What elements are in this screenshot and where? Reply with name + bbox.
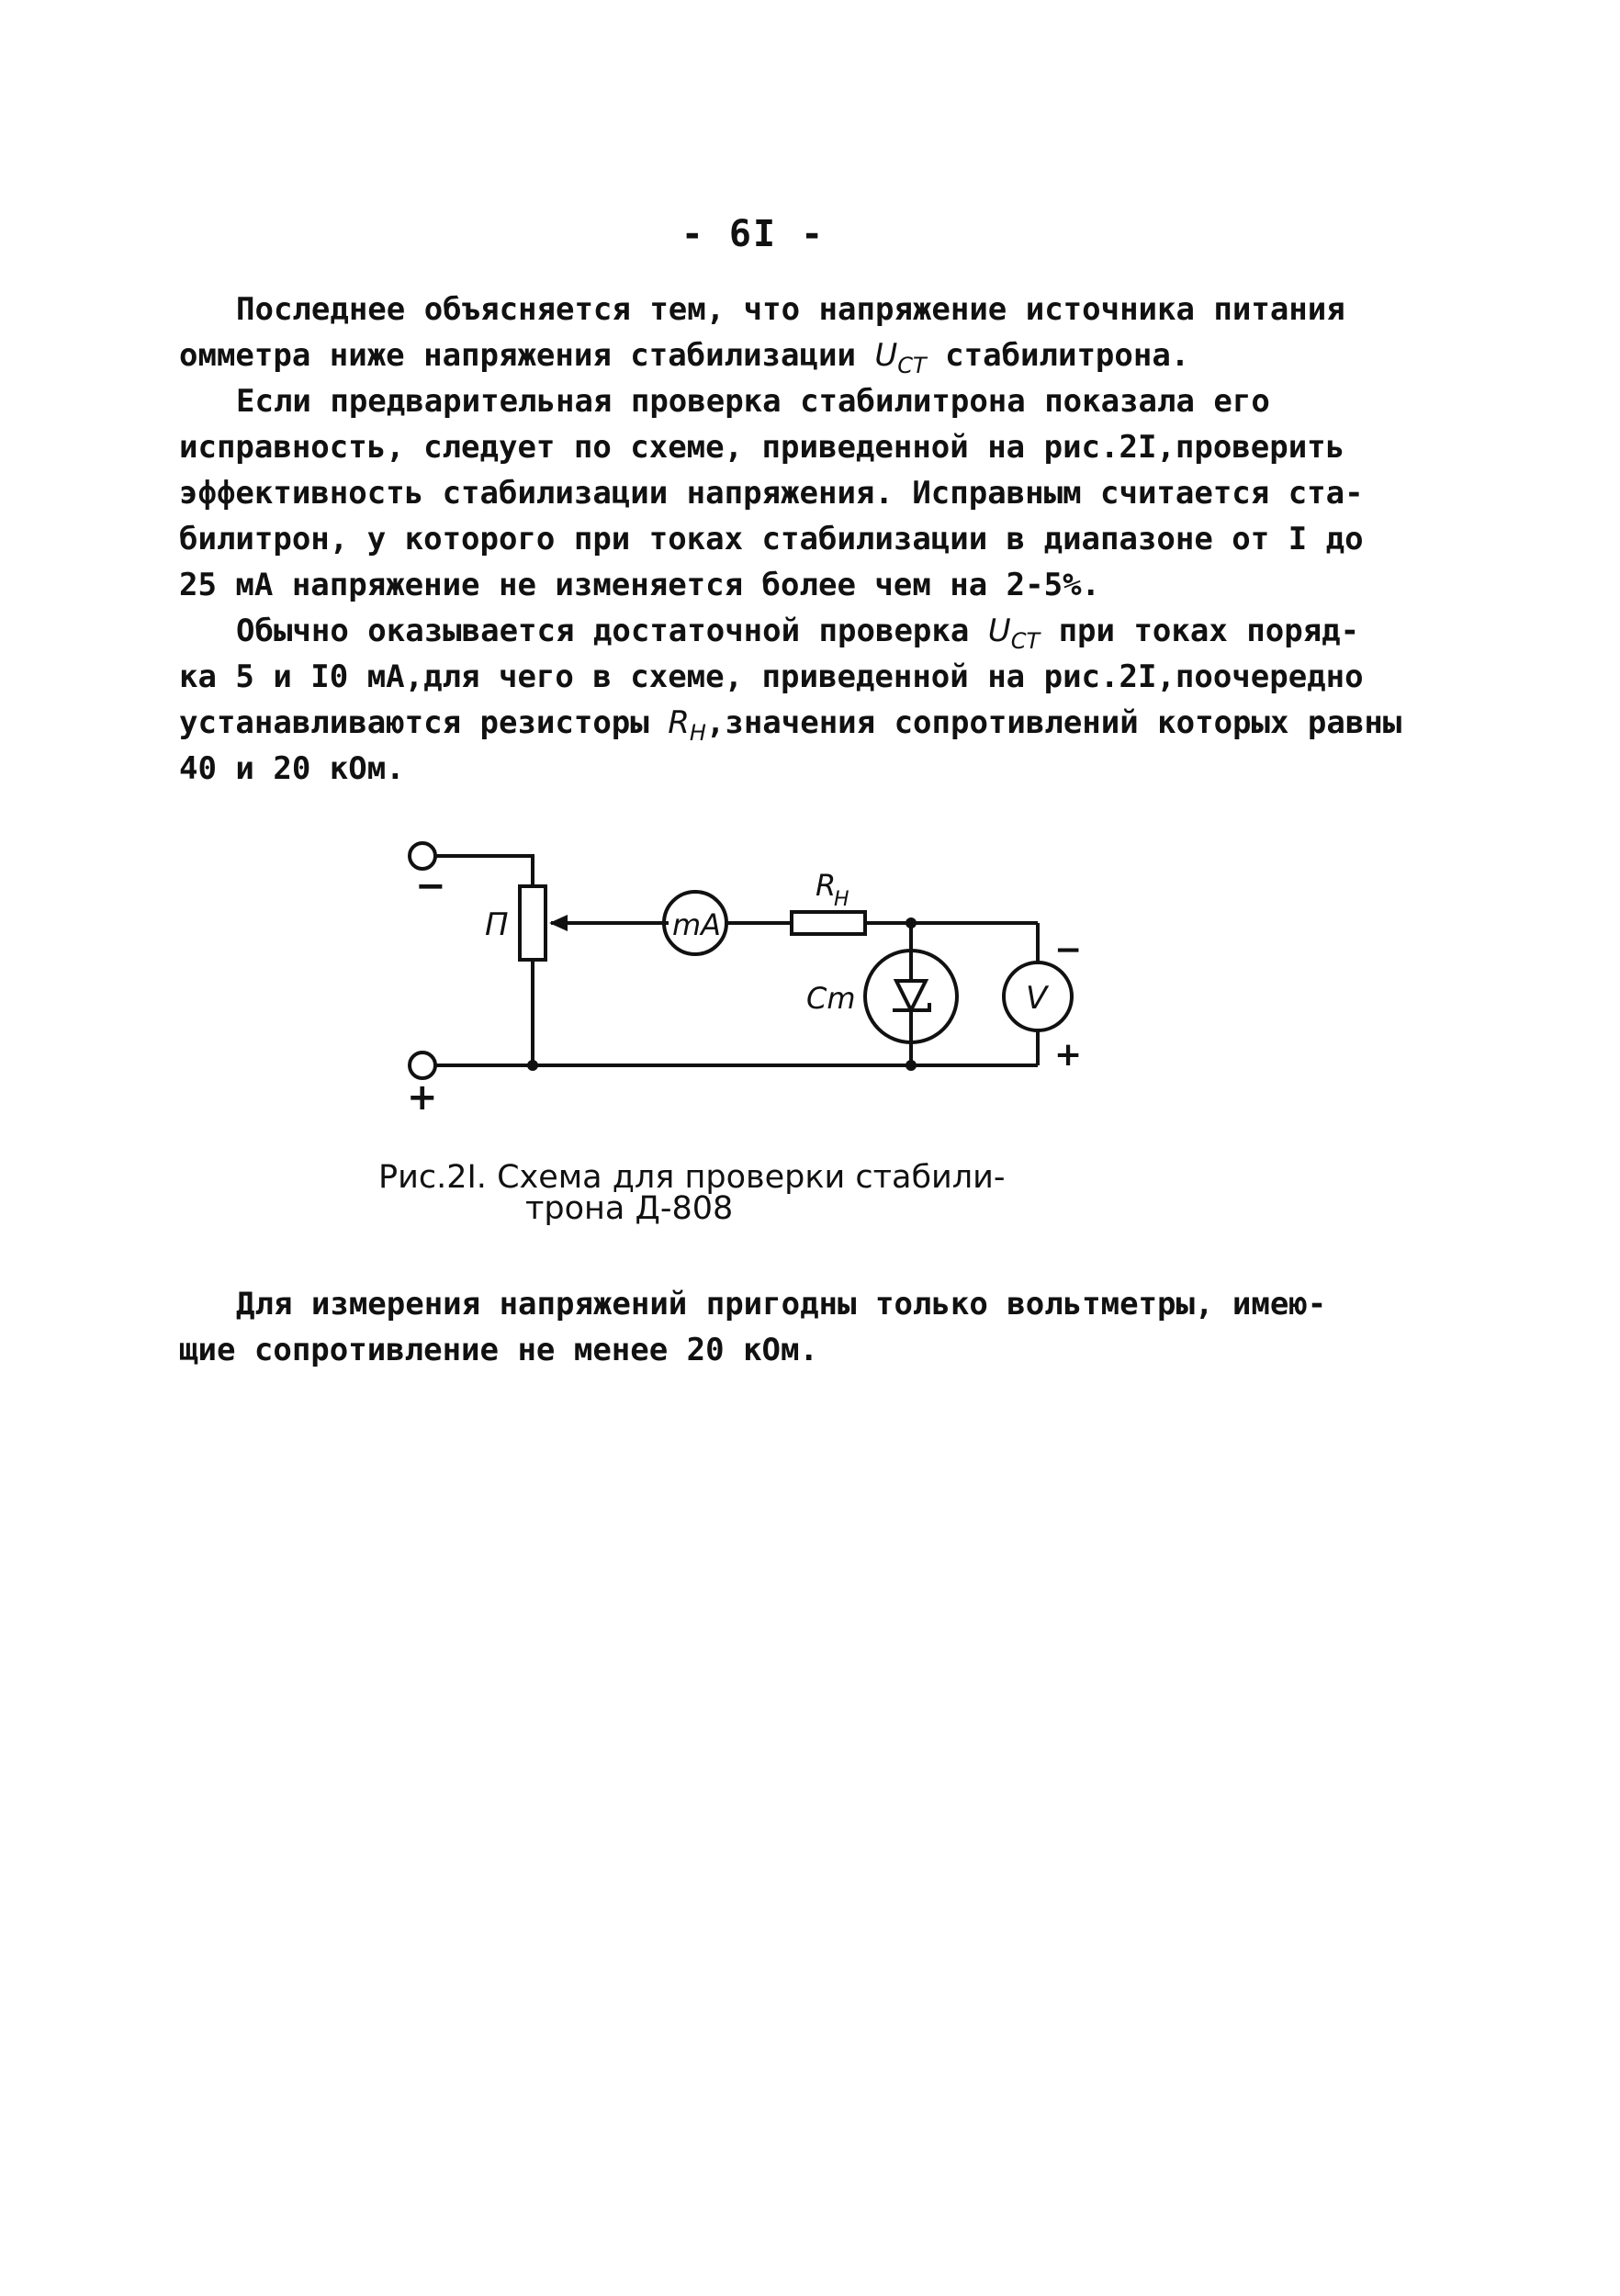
voltmeter-label: V xyxy=(1026,980,1048,1017)
paragraph2-line5: 25 мА напряжение не изменяется более чем на 2-5%. xyxy=(179,567,1101,603)
figure-caption xyxy=(378,1159,1006,1227)
potentiometer-body xyxy=(520,886,546,960)
paragraph3-line4: 40 и 20 кОм. xyxy=(179,750,405,787)
junction-dot-2 xyxy=(906,917,917,929)
junction-dot-1 xyxy=(527,1060,538,1071)
wiper-arrow xyxy=(549,915,568,931)
paragraph1-line2-after: стабилитрона. xyxy=(926,337,1190,374)
paragraph4-line2: щие сопротивление не менее 20 кОм. xyxy=(179,1332,818,1368)
ust-subscript: CT xyxy=(897,353,927,378)
terminal-bottom xyxy=(410,1052,435,1078)
ust-symbol: U xyxy=(874,337,898,374)
paragraph2-line3: эффективность стабилизации напряжения. Исправным считается ста- xyxy=(179,475,1364,512)
caption-line2: трона Д-808 xyxy=(525,1190,734,1227)
voltmeter-plus: + xyxy=(1054,1036,1083,1074)
paragraph3-line3-before: устанавливаются резисторы xyxy=(179,704,669,741)
zener-label: Cm xyxy=(806,981,856,1016)
paragraph3-line1-before: Обычно оказывается достаточной проверка xyxy=(236,613,988,649)
voltmeter-minus: − xyxy=(1054,931,1083,969)
paragraph2-line1: Если предварительная проверка стабилитрона показала его xyxy=(236,383,1270,420)
ust-subscript-2: CT xyxy=(1010,628,1041,654)
junction-dot-3 xyxy=(906,1060,917,1071)
page-number: - 6I - xyxy=(681,213,826,255)
ust-symbol-2: U xyxy=(987,613,1011,649)
paragraph2-line2: исправность, следует по схеме, приведенной на рис.2I,проверить xyxy=(179,429,1345,466)
wire-top xyxy=(435,856,533,886)
potentiometer-label: П xyxy=(485,906,509,943)
rh-subscript: H xyxy=(689,720,706,746)
resistor-label: R xyxy=(816,868,837,903)
plus-label-bottom: + xyxy=(407,1076,438,1119)
rh-symbol: R xyxy=(668,704,690,741)
paragraph3-line3-after: ,значения сопротивлений которых равны xyxy=(705,704,1402,741)
minus-label-top: − xyxy=(415,865,446,907)
paragraph3-line2: ка 5 и I0 мА,для чего в схеме, приведенной на рис.2I,поочередно xyxy=(179,658,1364,695)
paragraph1-line2-before: омметра ниже напряжения стабилизации xyxy=(179,337,875,374)
paragraph2-line4: билитрон, у которого при токах стабилизации в диапазоне от I до xyxy=(179,521,1364,557)
zener-triangle xyxy=(896,981,926,1010)
paragraph4-line1: Для измерения напряжений пригодны только вольтметры, имею- xyxy=(236,1286,1327,1322)
paragraph1-line1: Последнее объясняется тем, что напряжение источника питания xyxy=(236,291,1345,328)
load-resistor xyxy=(792,912,865,934)
milliammeter-label: mA xyxy=(672,907,722,942)
resistor-subscript: H xyxy=(834,888,849,911)
paragraph3-line1-after: при токах поряд- xyxy=(1040,613,1360,649)
body-text-bottom xyxy=(179,1281,1391,1373)
caption-line1: Рис.2I. Схема для проверки стабили- xyxy=(378,1159,1006,1196)
